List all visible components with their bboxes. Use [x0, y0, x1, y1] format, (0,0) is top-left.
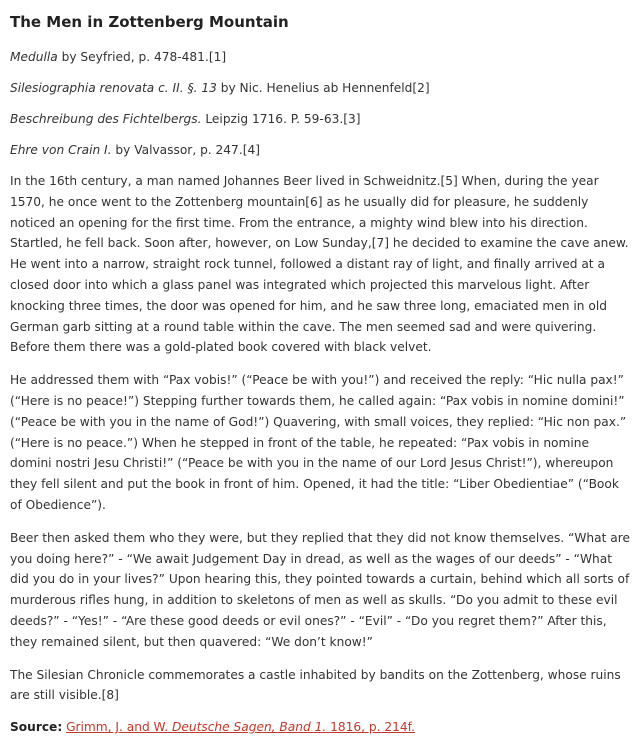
reference-title: Ehre von Crain I. [10, 143, 112, 157]
reference-3 [10, 110, 630, 128]
page-title: The Men in Zottenberg Mountain [10, 13, 289, 31]
reference-detail: by Nic. Henelius ab Hennenfeld[2] [216, 81, 430, 95]
paragraph-4: The Silesian Chronicle commemorates a castle inhabited by bandits on the Zottenberg, whose ruins are still visible.[8] [10, 667, 621, 703]
source-link-pages: 1816, p. 214f. [326, 720, 415, 735]
reference-title: Silesiographia renovata c. II. §. 13 [10, 81, 217, 95]
reference-2 [10, 79, 630, 97]
paragraph-2: He addressed them with “Pax vobis!” (“Peace be with you!”) and received the reply: “Hic nulla pax!” (“Here is no peace!”) Stepping further towards them, he called again: “Pax vobis in nomine domini!” (“Peace be with you in the name of God!”) Quavering, with small voices, they replied: “Hic non pax.” (“Here is no peace.”) When he stepped in front of the table, he repeated: “Pax vobis in nomine domini nostri Jesu Christi!” (“Peace be with you in the name of our Lord Jesus Christ!”), whereupon they fell silent and put the book in front of him. Opened, it had the title: “Liber Obedientiae” (“Book of Obedience”). [10, 373, 627, 512]
source-label: Source: [10, 720, 63, 735]
reference-title: Beschreibung des Fichtelbergs. [10, 112, 202, 126]
reference-4 [10, 141, 630, 159]
paragraph-3: Beer then asked them who they were, but they replied that they did not know themselves. “What are you doing here?” - “We await Judgement Day in dread, as well as the wages of our deeds” - “What did you do in your lives?” Upon hearing this, they pointed towards a curtain, behind which all sorts of murderous rifles hung, in addition to skeletons of men as well as skulls. “Do you admit to these evil deeds?” - “Yes!” - “Are these good deeds or evil ones?” - “Evil” - “Do you regret them?” After this, they remained silent, but then quavered: “We don’t know!” [10, 530, 630, 649]
reference-detail: by Seyfried, p. 478-481.[1] [57, 50, 227, 64]
reference-detail: by Valvassor, p. 247.[4] [111, 143, 260, 157]
source-link-authors: Grimm, J. and W. [66, 720, 172, 735]
reference-detail: Leipzig 1716. P. 59-63.[3] [201, 112, 361, 126]
source-link-title: Deutsche Sagen, Band 1. [171, 720, 327, 735]
source-line [10, 718, 630, 736]
paragraph-1: In the 16th century, a man named Johannes Beer lived in Schweidnitz.[5] When, during the year 1570, he once went to the Zottenberg mountain[6] as he usually did for pleasure, he suddenly noticed an opening for the first time. From the entrance, a mighty wind blew into his direction. Startled, he fell back. Soon after, however, on Low Sunday,[7] he decided to examine the cave anew. He went into a narrow, straight rock tunnel, followed a distant ray of light, and finally arrived at a closed door into which a glass panel was integrated which projected this marvelous light. After knocking three times, the door was opened for him, and he saw three long, emaciated men in old German garb sitting at a round table within the cave. The men seemed sad and were quivering. Before them there was a gold-plated book covered with black velvet. [10, 174, 629, 355]
source-link[interactable] [66, 720, 415, 734]
reference-1 [10, 48, 630, 66]
reference-title: Medulla [10, 50, 58, 64]
